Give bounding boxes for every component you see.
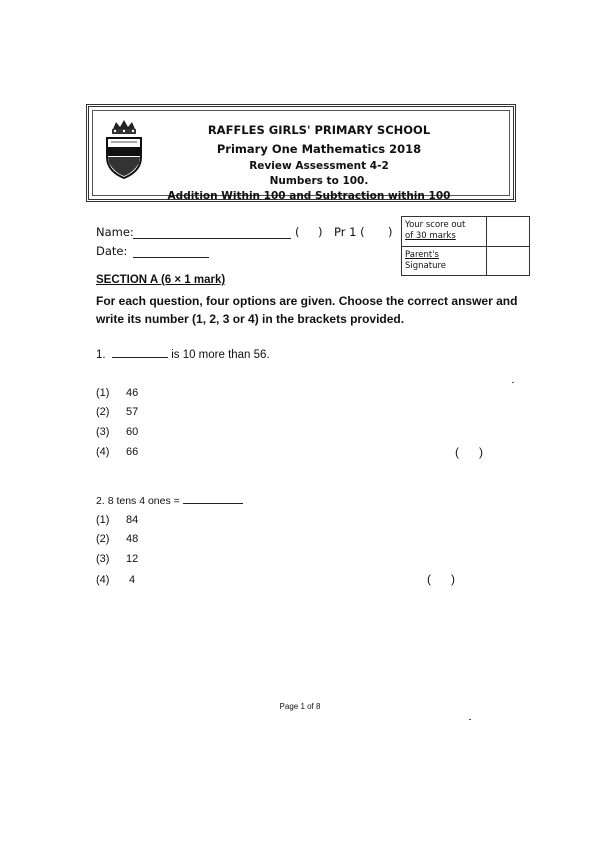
score-caption-line-1: Your score out bbox=[405, 220, 466, 231]
option-label: (3) bbox=[96, 553, 110, 565]
option-value: 46 bbox=[126, 387, 139, 399]
signature-caption bbox=[402, 246, 487, 276]
class-label: Pr 1 ( bbox=[334, 225, 365, 239]
scan-speck bbox=[469, 719, 471, 720]
signature-cell[interactable] bbox=[487, 246, 530, 276]
question-text: 8 tens 4 ones = bbox=[107, 495, 180, 507]
option bbox=[96, 406, 138, 418]
option-label: (4) bbox=[96, 446, 110, 458]
subject-title: Primary One Mathematics 2018 bbox=[216, 142, 422, 156]
question-2 bbox=[96, 493, 243, 507]
question-number: 1. bbox=[96, 349, 106, 361]
date-label: Date: bbox=[96, 244, 128, 258]
answer-brackets[interactable]: ( ) bbox=[427, 572, 455, 586]
option-value: 57 bbox=[126, 406, 139, 418]
option-value: 12 bbox=[126, 553, 139, 565]
option-label: (3) bbox=[96, 426, 110, 438]
register-number-paren-close: ) bbox=[318, 225, 323, 239]
option-value: 60 bbox=[126, 426, 139, 438]
option bbox=[96, 533, 138, 545]
option-value: 4 bbox=[129, 574, 136, 586]
answer-blank[interactable] bbox=[183, 493, 243, 504]
signature-caption-line-1: Parent's bbox=[405, 249, 439, 260]
option-label: (4) bbox=[96, 574, 110, 586]
name-field[interactable] bbox=[133, 238, 291, 239]
option bbox=[96, 426, 138, 438]
assessment-title: Review Assessment 4-2 bbox=[249, 160, 389, 172]
school-name: RAFFLES GIRLS' PRIMARY SCHOOL bbox=[207, 123, 431, 137]
page-footer: Page 1 of 8 bbox=[279, 702, 321, 711]
section-title: SECTION A (6 × 1 mark) bbox=[96, 274, 226, 286]
date-field[interactable] bbox=[133, 257, 209, 258]
option-value: 48 bbox=[126, 533, 139, 545]
score-caption-line-2: of 30 marks bbox=[405, 231, 456, 242]
option-value: 84 bbox=[126, 514, 139, 526]
option bbox=[96, 387, 138, 399]
option-value: 66 bbox=[126, 446, 139, 458]
option-label: (2) bbox=[96, 533, 110, 545]
option-label: (1) bbox=[96, 387, 110, 399]
scan-speck bbox=[512, 382, 514, 383]
option bbox=[96, 514, 138, 526]
option-label: (1) bbox=[96, 514, 110, 526]
answer-blank[interactable] bbox=[112, 346, 168, 358]
score-cell[interactable] bbox=[487, 217, 530, 247]
score-caption bbox=[402, 217, 487, 247]
class-paren-close: ) bbox=[388, 225, 393, 239]
question-1 bbox=[96, 346, 270, 361]
instructions: For each question, four options are given. Choose the correct answer and write its number (1, 2, 3 or 4) in the brackets provided. bbox=[96, 294, 518, 326]
option bbox=[96, 446, 138, 458]
topic-line-2: Addition Within 100 and Subtraction within 100 bbox=[167, 190, 451, 202]
header-box bbox=[86, 104, 516, 202]
option bbox=[96, 553, 138, 565]
register-number-paren-open: ( bbox=[295, 225, 300, 239]
option-label: (2) bbox=[96, 406, 110, 418]
header-inner-border bbox=[92, 110, 510, 202]
name-label: Name: bbox=[96, 225, 134, 239]
signature-caption-line-2: Signature bbox=[405, 260, 447, 271]
score-table bbox=[401, 216, 530, 276]
question-text: is 10 more than 56. bbox=[171, 349, 270, 361]
topic-line-1: Numbers to 100. bbox=[269, 175, 369, 187]
answer-brackets[interactable]: ( ) bbox=[455, 445, 483, 459]
option bbox=[96, 574, 135, 586]
question-number: 2. bbox=[96, 495, 105, 507]
